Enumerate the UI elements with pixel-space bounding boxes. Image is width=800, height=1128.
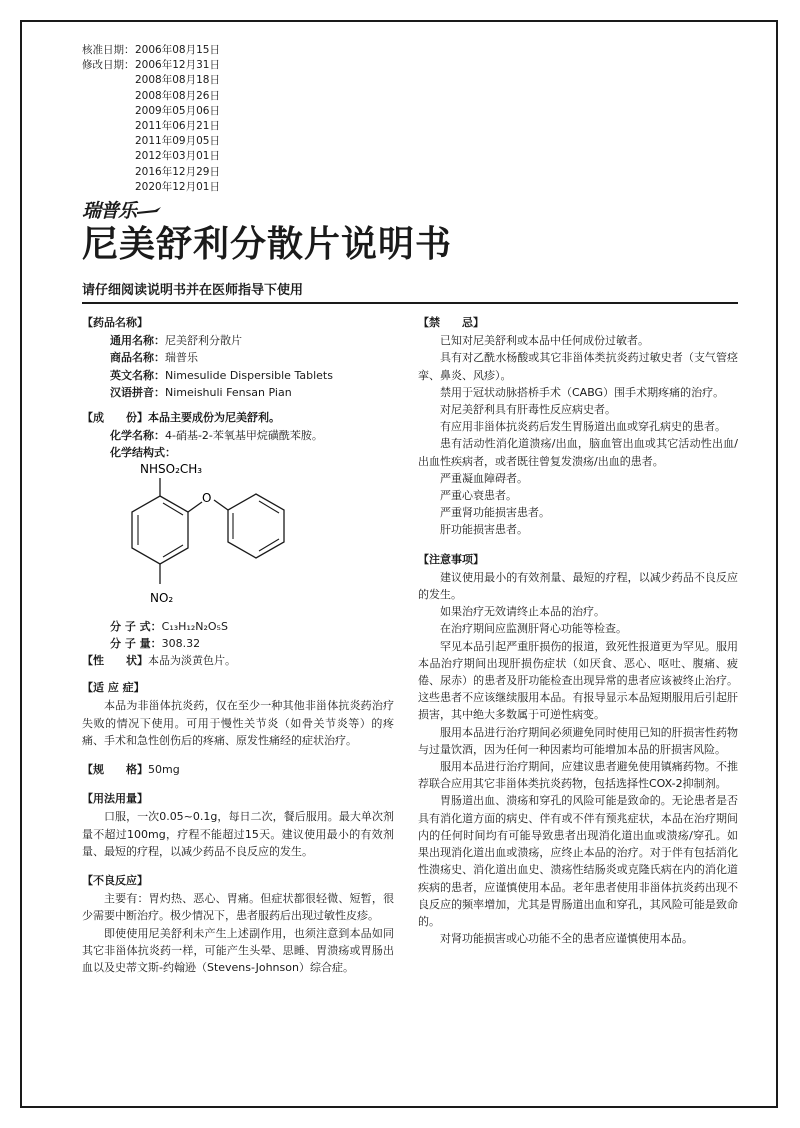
right-column [418,310,738,947]
precaution-item: 对肾功能损害或心功能不全的患者应谨慎使用本品。 [440,932,693,946]
modified-date: 2011年09月05日 [135,135,220,148]
precaution-item: 胃肠道出血、溃疡和穿孔的风险可能是致命的。无论患者是否具有消化道方面的病史、伴有或不伴有预兆症状，本品在治疗期间内的任何时间均有可能导致患者出现消化道出血或溃疡/穿孔。如果出现消化道出血或溃疡，应终止本品的治疗。对于伴有包括消化性溃疡史、消化道出血史、溃疡性结肠炎或克隆氏病在内的消化道疾病的患者，应谨慎使用本品。老年患者使用非甾体抗炎药出现不良反应的频率增加，尤其是胃肠道出血和穿孔，其风险可能是致命的。 [418,794,738,928]
molecular-weight-row: 分 子 量：308.32 [110,636,201,650]
modified-date: 2016年12月29日 [135,165,220,178]
precaution-item: 在治疗期间应监测肝肾心功能等检查。 [440,622,627,636]
section-heading-name: 【药品名称】 [82,316,148,329]
precaution-item: 如果治疗无效请终止本品的治疗。 [440,605,605,619]
section-heading-adverse: 【不良反应】 [82,874,148,888]
modified-label: 修改日期： [82,59,135,72]
section-heading-contraindications: 【禁 忌】 [418,316,484,329]
logo-swoosh-icon [137,204,161,216]
indications-text: 本品为非甾体抗炎药，仅在至少一种其他非甾体抗炎药治疗失败的情况下使用。可用于慢性关节炎（如骨关节炎等）的疼痛、手术和急性创伤后的疼痛、原发性痛经的症状治疗。 [82,699,394,747]
chemical-name-row: 化学名称：4-硝基-2-苯氧基甲烷磺酰苯胺。 [110,429,323,443]
adverse-text-2: 即使使用尼美舒利未产生上述副作用，也须注意到本品如同其它非甾体抗炎药一样，可能产生头晕、思睡、胃溃疡或胃肠出血以及史蒂文斯-约翰逊（Stevens-Johnson）综合症。 [82,926,394,975]
spec-row: 【规 格】50mg [82,763,180,777]
brand-logo-text: 瑞普乐 [82,200,137,222]
contraindication-item: 严重凝血障碍者。 [440,471,528,485]
contraindication-item: 对尼美舒利具有肝毒性反应病史者。 [440,403,616,417]
contraindication-item: 严重肾功能损害患者。 [440,506,550,520]
precaution-item: 服用本品进行治疗期间，应建议患者避免使用镇痛药物。不推荐联合应用其它非甾体类抗炎药物，包括选择性COX-2抑制剂。 [418,760,738,791]
approved-label: 核准日期： [82,44,135,56]
adverse-text-1: 主要有：胃灼热、恶心、胃痛。但症状都很轻微、短暂，很少需要中断治疗。极少情况下，患者服药后出现过敏性皮疹。 [82,892,394,923]
contraindication-item: 肝功能损害患者。 [440,523,528,537]
modified-date: 2020年12月01日 [135,180,220,193]
modified-date: 2008年08月26日 [135,89,220,102]
structure-nhso2ch3-label: NHSO₂CH₃ [140,461,203,476]
chemical-structure [110,462,394,618]
contraindication-item: 已知对尼美舒利或本品中任何成份过敏者。 [440,334,649,348]
contraindication-item: 具有对乙酰水杨酸或其它非甾体类抗炎药过敏史者（支气管痉挛、鼻炎、风疹）。 [418,351,738,382]
brand-logo [82,196,161,223]
section-heading-indications: 【适 应 症】 [82,681,145,695]
page-subtitle: 请仔细阅读说明书并在医师指导下使用 [82,283,304,298]
modified-date: 2008年08月18日 [135,74,220,87]
revision-dates [82,43,220,195]
contraindication-item: 严重心衰患者。 [440,489,517,503]
trade-name-row: 商品名称：瑞普乐 [110,351,198,365]
title-divider [82,302,738,304]
generic-name-row: 通用名称：尼美舒利分散片 [110,334,242,348]
section-heading-composition: 【成 份】本品主要成份为尼美舒利。 [82,411,280,425]
contraindication-item: 患有活动性消化道溃疡/出血，脑血管出血或其它活动性出血/出血性疾病者，或者既往曾复发溃疡/出血的患者。 [418,437,738,468]
dosage-text: 口服，一次0.05~0.1g，每日二次，餐后服用。最大单次剂量不超过100mg，疗程不能超过15天。建议使用最小的有效剂量、最短的疗程，以减少药品不良反应的发生。 [82,810,394,858]
formula-row: 分 子 式：C₁₃H₁₂N₂O₅S [110,619,228,633]
section-heading-dosage: 【用法用量】 [82,792,148,806]
precaution-item: 建议使用最小的有效剂量、最短的疗程，以减少药品不良反应的发生。 [418,570,738,602]
appearance-row: 【性 状】本品为淡黄色片。 [82,654,236,668]
modified-date: 2009年05月06日 [135,104,220,117]
approved-date: 2006年08月15日 [135,44,220,56]
structure-diagram [110,462,310,618]
modified-date: 2012年03月01日 [135,150,220,163]
section-heading-precautions: 【注意事项】 [418,552,484,566]
page-title: 尼美舒利分散片说明书 [82,224,453,265]
structure-label: 化学结构式： [110,446,176,460]
contraindication-item: 有应用非甾体抗炎药后发生胃肠道出血或穿孔病史的患者。 [440,420,726,434]
structure-no2-label: NO₂ [150,590,174,605]
pinyin-row: 汉语拼音：Nimeishuli Fensan Pian [110,385,292,399]
modified-date: 2011年06月21日 [135,120,220,133]
modified-date: 2006年12月31日 [135,59,220,72]
left-column [82,310,394,976]
english-name-row: 英文名称：Nimesulide Dispersible Tablets [110,368,333,382]
structure-oxygen-label: O [202,490,212,505]
precaution-item: 服用本品进行治疗期间必须避免同时使用已知的肝损害性药物与过量饮酒，因为任何一种因素均可能增加本品的肝损害风险。 [418,725,738,756]
contraindication-item: 禁用于冠状动脉搭桥手术（CABG）围手术期疼痛的治疗。 [440,385,725,399]
precaution-item: 罕见本品引起严重肝损伤的报道，致死性报道更为罕见。服用本品治疗期间出现肝损伤症状（如厌食、恶心、呕吐、腹痛、疲倦、尿赤）的患者及肝功能检查出现异常的患者应该被终止治疗。这些患者不应该继续服用本品。有报导显示本品短期服用后引起肝损害，其中绝大多数属于可逆性病变。 [418,639,738,722]
